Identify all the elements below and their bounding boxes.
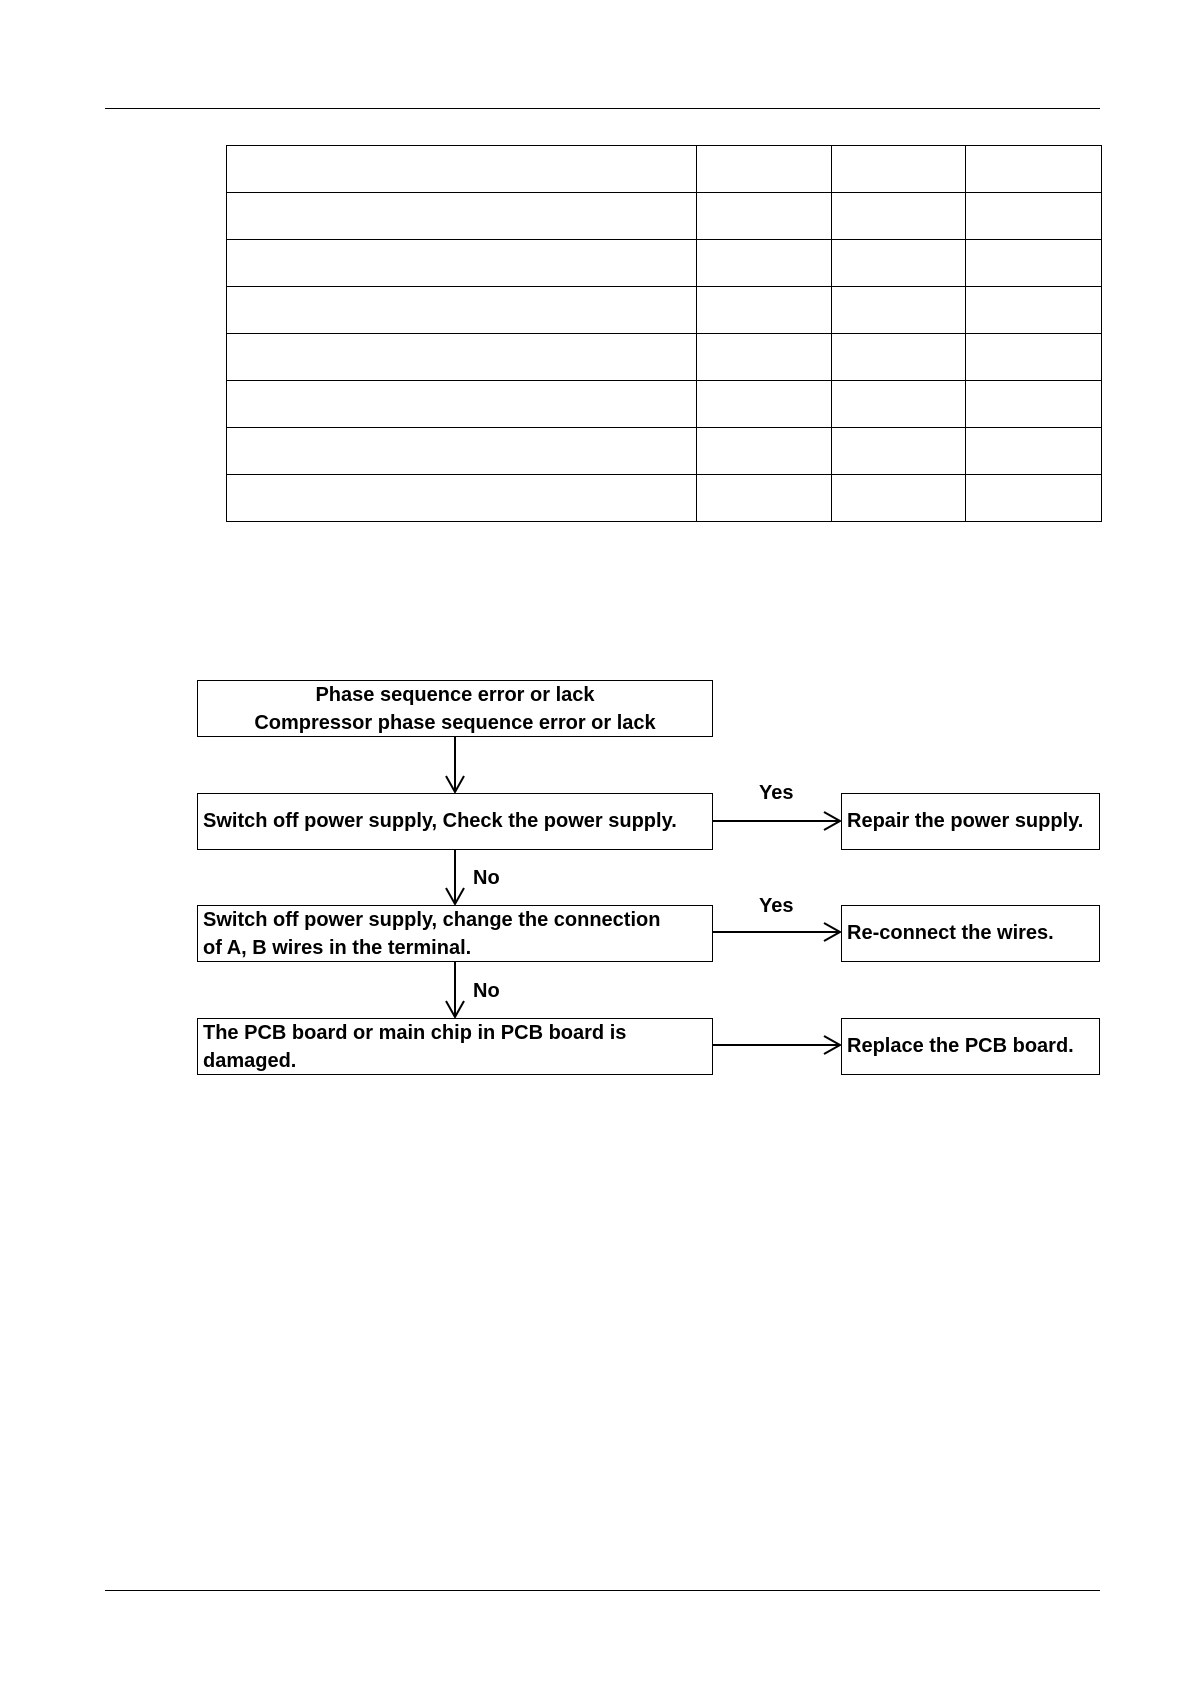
flow-step2-no-label: No bbox=[473, 980, 500, 1002]
flow-start-line1: Phase sequence error or lack bbox=[315, 684, 595, 706]
flow-step2-line1: Switch off power supply, change the connection bbox=[203, 909, 661, 931]
flow-step3-line1: The PCB board or main chip in PCB board is bbox=[203, 1022, 627, 1044]
flow-step1-text: Switch off power supply, Check the power supply. bbox=[203, 810, 677, 832]
flow-step2-yes-label: Yes bbox=[759, 895, 794, 917]
footer-rule bbox=[105, 1590, 1100, 1591]
flow-step2-line2: of A, B wires in the terminal. bbox=[203, 937, 472, 959]
flow-step1-no-label: No bbox=[473, 867, 500, 889]
flow-start-line2: Compressor phase sequence error or lack bbox=[254, 712, 656, 734]
flow-step1-yes-label: Yes bbox=[759, 782, 794, 804]
flow-step3-action: Replace the PCB board. bbox=[847, 1035, 1074, 1057]
flow-step1-yes-action: Repair the power supply. bbox=[847, 810, 1084, 832]
flow-step3-line2: damaged. bbox=[203, 1050, 297, 1072]
flow-step2-yes-action: Re-connect the wires. bbox=[847, 922, 1054, 944]
